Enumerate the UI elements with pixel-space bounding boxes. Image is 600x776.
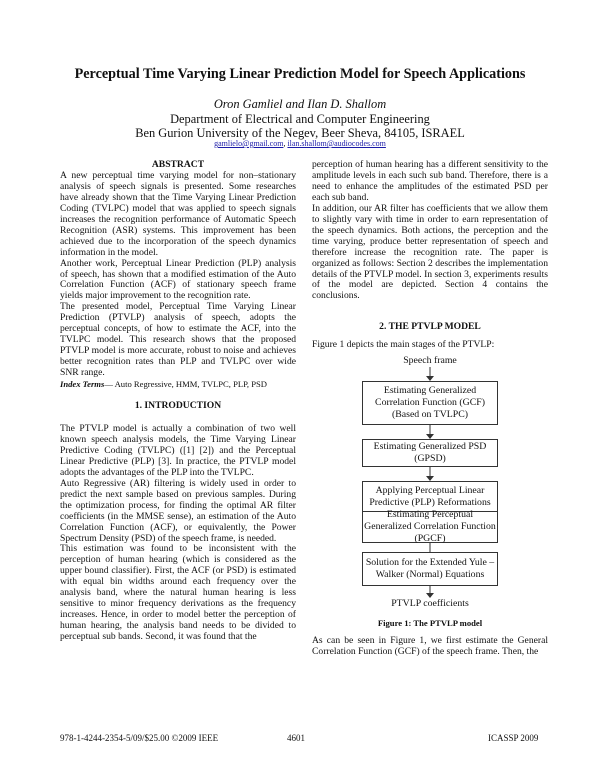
section-2-heading: 2. THE PTVLP MODEL — [379, 321, 481, 332]
abstract-paragraph-3: The presented model, Perceptual Time Varying Linear Prediction (PTVLP) analysis of speech, adopts the perceptual concepts, of how to estimate the ACF, into the TVLPC model. This research shows that the proposed PTVLP model is more accurate, robust to noise and achieves better recognition rates than PLP and TVLPC over wide SNR range. — [60, 301, 296, 379]
footer-copyright: 978-1-4244-2354-5/09/$25.00 ©2009 IEEE — [60, 733, 219, 743]
flow-step-plp: Applying Perceptual Linear Predictive (PLP) Reformations — [362, 481, 498, 513]
intro-paragraph-1: The PTVLP model is actually a combination of two well known speech analysis models, the Time Varying Linear Predictive Coding (TVLPC) ([1] [2]) and the Perceptual Linear Predictive (PLP) [3]. In practice, the PTVLP model adopts the advantages of the PLP into the TVLPC. — [60, 422, 296, 478]
flow-arrow — [312, 425, 548, 439]
email-link-2[interactable]: ilan.shallom@audiocodes.com — [287, 139, 386, 148]
flow-arrow — [312, 367, 548, 381]
abstract-heading: ABSTRACT — [151, 159, 205, 170]
right-paragraph-1: perception of human hearing has a different sensitivity to the amplitude levels in each such sub band. Therefore, there is a need to enhance the amplitudes of the estimated PSD per each sub band. — [312, 159, 548, 203]
abstract-paragraph-1: A new perceptual time varying model for non–stationary analysis of speech signals is presented. Some researches have already shown that the Time Varying Linear Prediction Coding (TVLPC) model that was applied to speech signals increases the recognition performance of Automatic Speech Recognition (ASR) systems. This improvement has been achieved due to the incorporation of the speech dynamics information in the model. — [60, 169, 296, 258]
figure-1-caption: Figure 1: The PTVLP model — [377, 618, 483, 628]
introduction-heading: 1. INTRODUCTION — [134, 400, 222, 412]
affiliation-university: Ben Gurion University of the Negev, Beer Sheva, 84105, ISRAEL — [135, 126, 465, 140]
authors: Oron Gamliel and Ilan D. Shallom — [213, 97, 387, 111]
abstract-paragraph-2: Another work, Perceptual Linear Prediction (PLP) analysis of speech, has shown that a modified estimation of the Auto Correlation Function (ACF) of stationary speech frame yields major improvement to the recognition rate. — [60, 257, 296, 302]
author-emails — [0, 139, 600, 148]
flow-output-label: PTVLP coefficients — [391, 598, 469, 609]
flow-step-gpsd: Estimating Generalized PSD (GPSD) — [362, 439, 498, 467]
index-terms — [60, 379, 296, 390]
footer-conference: ICASSP 2009 — [488, 733, 539, 743]
email-separator: , — [283, 139, 288, 148]
intro-paragraph-2: Auto Regressive (AR) filtering is widely used in order to predict the next sample based on previous samples. During the optimization process, for finding the optimal AR filter coefficients (in the MMSE sense), an estimation of the Auto Correlation Function (ACF), or equivalently, the Power Spectrum Density (PSD) of the speech frame, is needed. — [60, 477, 296, 544]
figure-intro-text: Figure 1 depicts the main stages of the PTVLP: — [312, 339, 495, 350]
flow-arrow — [312, 586, 548, 598]
right-paragraph-after-figure: As can be seen in Figure 1, we first estimate the General Correlation Function (GCF) of the speech frame. Then, the — [312, 635, 548, 657]
flow-step-pgcf: Estimating Perceptual Generalized Correlation Function (PGCF) — [362, 511, 498, 543]
email-link-1[interactable]: gamlielo@gmail.com — [214, 139, 284, 148]
flow-step-yule-walker: Solution for the Extended Yule – Walker (Normal) Equations — [362, 552, 498, 586]
right-paragraph-2: In addition, our AR filter has coefficients that we allow them to slightly vary with time in order to earn representation of the speech dynamics. Both actions, the perception and the time varying, produce better representation of speech and therefore increase the recognition rate. The paper is organized as follows: Section 2 describes the implementation details of the PTVLP model. In section 3, experiments results of the model are depicted. Section 4 contains the conclusions. — [312, 202, 548, 302]
flow-input-label: Speech frame — [403, 355, 457, 366]
index-terms-label: Index Terms — [60, 379, 105, 390]
footer-page-number: 4601 — [287, 733, 305, 743]
figure-1-flowchart — [312, 355, 548, 615]
left-column — [60, 160, 296, 643]
flow-arrow — [312, 467, 548, 481]
affiliation-department: Department of Electrical and Computer Engineering — [170, 112, 430, 126]
intro-paragraph-3: This estimation was found to be inconsistent with the perception of human hearing (which is considered as the upper bound classifier). First, the ACF (or PSD) is estimated with equal bin widths around each frequency over the analysis band, where the natural human hearing is less sensitive to minor frequency derivations as the frequency increases. Hence, in order to model better the perception of human hearing, the analysis band needs to be divided to perceptual sub bands. Second, it was found that the — [60, 543, 296, 643]
paper-title: Perceptual Time Varying Linear Prediction Model for Speech Applications — [74, 66, 526, 82]
flow-step-gcf: Estimating Generalized Correlation Function (GCF) (Based on TVLPC) — [362, 381, 498, 425]
index-terms-list: — Auto Regressive, HMM, TVLPC, PLP, PSD — [104, 379, 267, 390]
right-column-top — [312, 160, 548, 302]
